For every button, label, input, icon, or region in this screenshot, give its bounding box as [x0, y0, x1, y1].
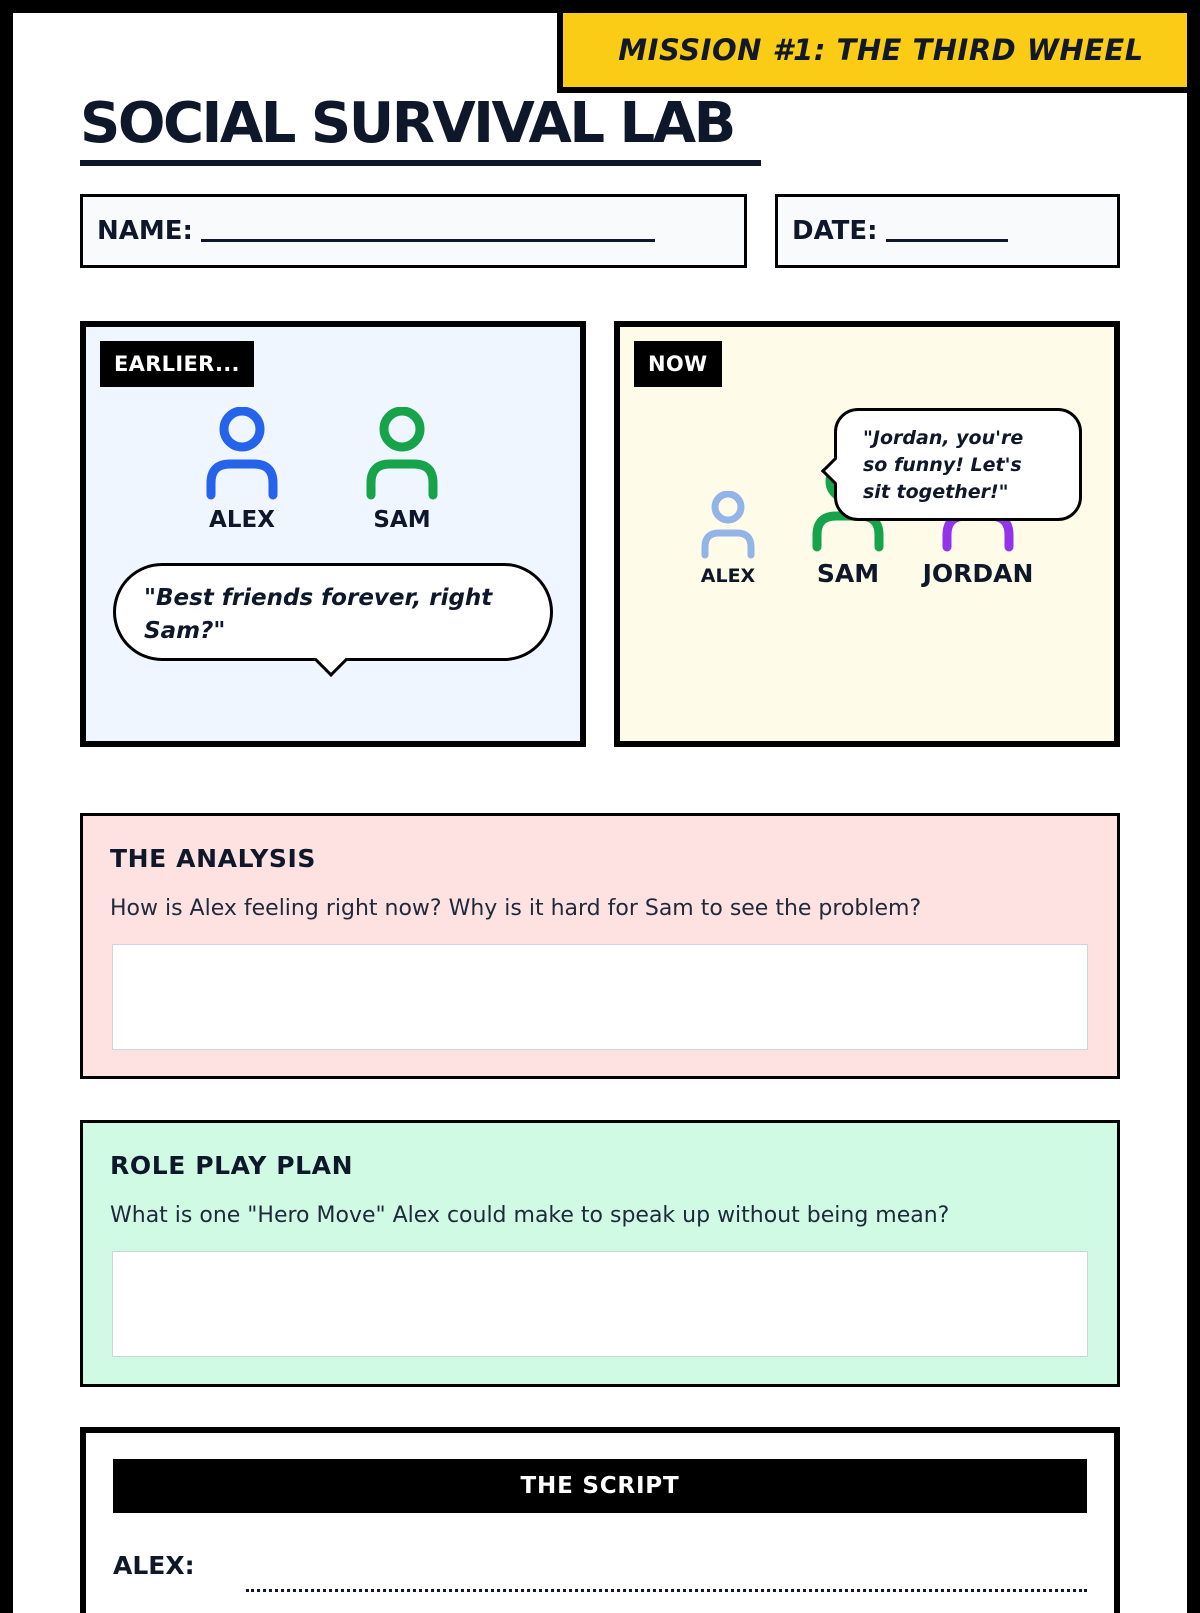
script-heading: THE SCRIPT	[113, 1459, 1087, 1513]
person-label: ALEX	[700, 565, 756, 587]
analysis-heading: THE ANALYSIS	[110, 844, 317, 873]
date-label: DATE:	[792, 216, 878, 246]
person-icon	[698, 491, 758, 559]
person-label: SAM	[816, 559, 880, 588]
name-label: NAME:	[97, 216, 193, 246]
panel-earlier	[80, 321, 586, 747]
person-label: ALEX	[209, 507, 275, 533]
date-blank-line[interactable]	[886, 220, 1008, 242]
role-play-question: What is one "Hero Move" Alex could make to speak up without being mean?	[110, 1203, 950, 1228]
person-icon	[362, 407, 442, 501]
page-title: SOCIAL SURVIVAL LAB	[80, 91, 734, 156]
person-label: SAM	[373, 507, 431, 533]
role-play-section	[80, 1120, 1120, 1387]
title-underline	[80, 160, 761, 166]
script-speaker-label: ALEX:	[113, 1551, 195, 1580]
person-alex	[202, 407, 282, 533]
mission-banner	[557, 13, 1187, 93]
speech-bubble-now	[834, 408, 1082, 521]
person-sam	[362, 407, 442, 533]
person-alex-faded	[698, 491, 758, 587]
role-play-heading: ROLE PLAY PLAN	[110, 1151, 354, 1180]
role-play-answer-box[interactable]	[112, 1251, 1088, 1357]
date-field[interactable]	[775, 194, 1120, 268]
analysis-question: How is Alex feeling right now? Why is it hard for Sam to see the problem?	[110, 896, 922, 921]
person-icon	[202, 407, 282, 501]
worksheet-page	[13, 13, 1187, 1613]
script-section	[80, 1427, 1120, 1613]
speech-bubble-tail	[314, 643, 348, 677]
panel-now	[614, 321, 1120, 747]
name-field[interactable]	[80, 194, 747, 268]
person-label: JORDAN	[922, 559, 1034, 588]
speech-bubble-earlier	[113, 563, 553, 661]
analysis-answer-box[interactable]	[112, 944, 1088, 1050]
name-blank-line[interactable]	[201, 220, 655, 242]
analysis-section	[80, 813, 1120, 1079]
speech-bubble-text: "Best friends forever, right Sam?"	[144, 585, 493, 644]
script-answer-line[interactable]	[246, 1589, 1087, 1592]
speech-bubble-text: "Jordan, you're so funny! Let's sit together!"	[863, 427, 1024, 503]
panel-now-tag: NOW	[634, 341, 722, 387]
mission-label: MISSION #1: THE THIRD WHEEL	[618, 33, 1144, 67]
panel-earlier-tag: EARLIER...	[100, 341, 254, 387]
